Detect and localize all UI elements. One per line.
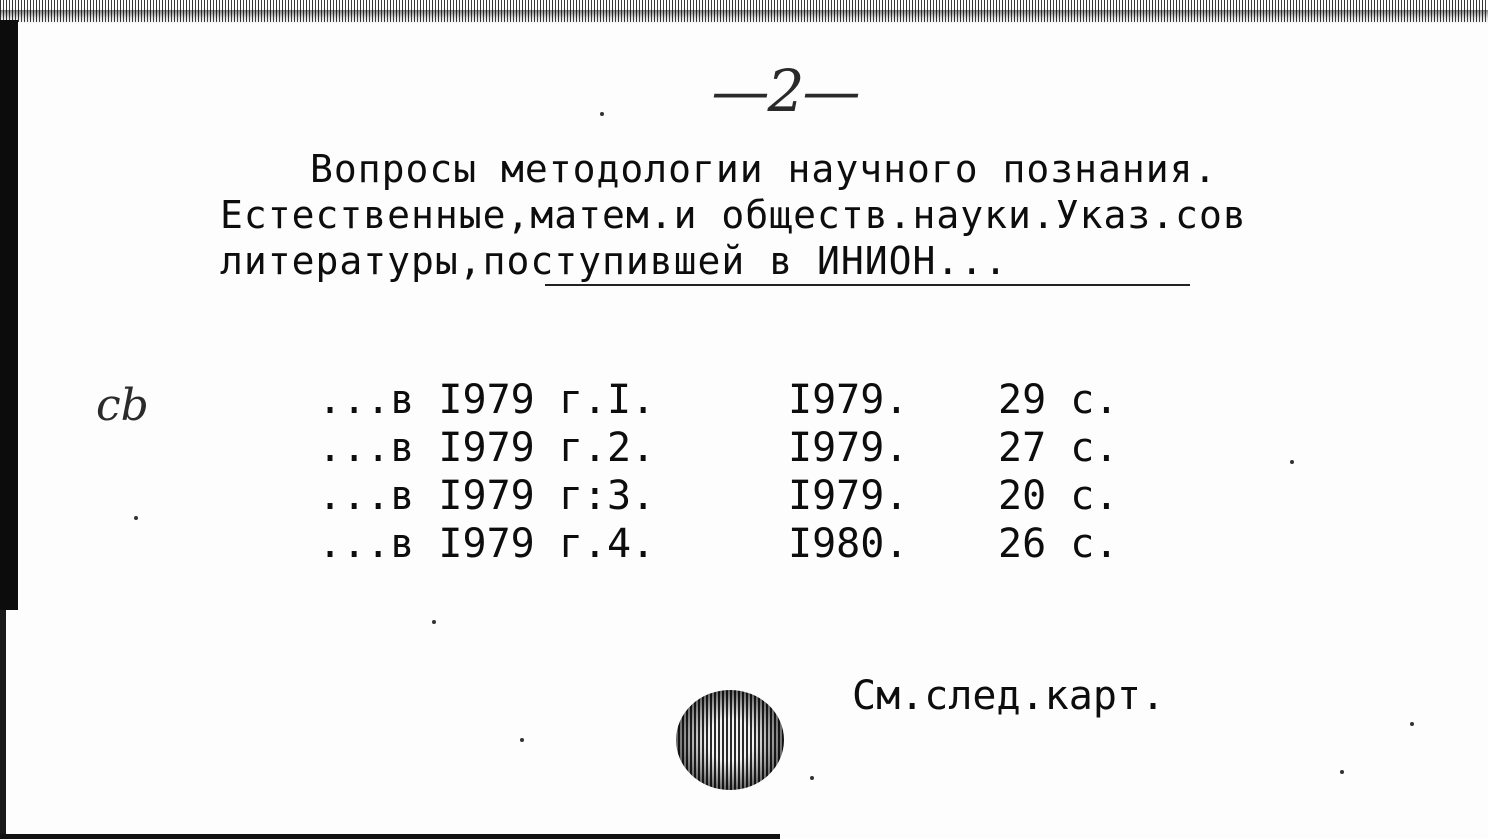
title-line-3: литературы,поступившей в ИНИОН... xyxy=(220,239,1008,283)
handwritten-margin-note: cb xyxy=(96,380,149,431)
issue-cell: ...в I979 г.I. xyxy=(318,377,656,423)
year-cell: I979. xyxy=(788,473,909,519)
scan-speck xyxy=(134,516,138,520)
scan-edge-top-shadow xyxy=(0,10,1488,24)
pages-cell: 27 с. xyxy=(998,425,1119,471)
issues-table xyxy=(318,376,1158,568)
table-row xyxy=(318,520,1158,568)
issue-cell: ...в I979 г.4. xyxy=(318,521,656,567)
pages-cell: 20 с. xyxy=(998,473,1119,519)
scan-edge-bottom xyxy=(0,834,780,839)
pages-cell: 26 с. xyxy=(998,521,1119,567)
scan-speck xyxy=(1290,460,1294,464)
issue-cell: ...в I979 г.2. xyxy=(318,425,656,471)
scan-speck xyxy=(600,112,604,116)
scan-speck xyxy=(1340,770,1344,774)
scan-edge-left xyxy=(0,20,18,610)
card-punch-hole xyxy=(676,690,784,790)
handwritten-underline xyxy=(545,284,1190,286)
title-line-1: Вопросы методологии научного познания. xyxy=(310,147,1218,191)
table-row xyxy=(318,424,1158,472)
table-row xyxy=(318,472,1158,520)
scan-edge-left-lower xyxy=(0,610,6,839)
scan-speck xyxy=(520,738,524,742)
title-line-2: Естественные,матем.и обществ.науки.Указ.сов xyxy=(220,193,1247,237)
scan-speck xyxy=(1410,722,1414,726)
see-next-card-note: См.след.карт. xyxy=(852,673,1166,719)
issue-cell: ...в I979 г:3. xyxy=(318,473,656,519)
scan-speck xyxy=(432,620,436,624)
year-cell: I979. xyxy=(788,377,909,423)
year-cell: I980. xyxy=(788,521,909,567)
table-row xyxy=(318,376,1158,424)
year-cell: I979. xyxy=(788,425,909,471)
page-number: —2— xyxy=(711,57,859,125)
pages-cell: 29 с. xyxy=(998,377,1119,423)
scan-speck xyxy=(810,776,814,780)
